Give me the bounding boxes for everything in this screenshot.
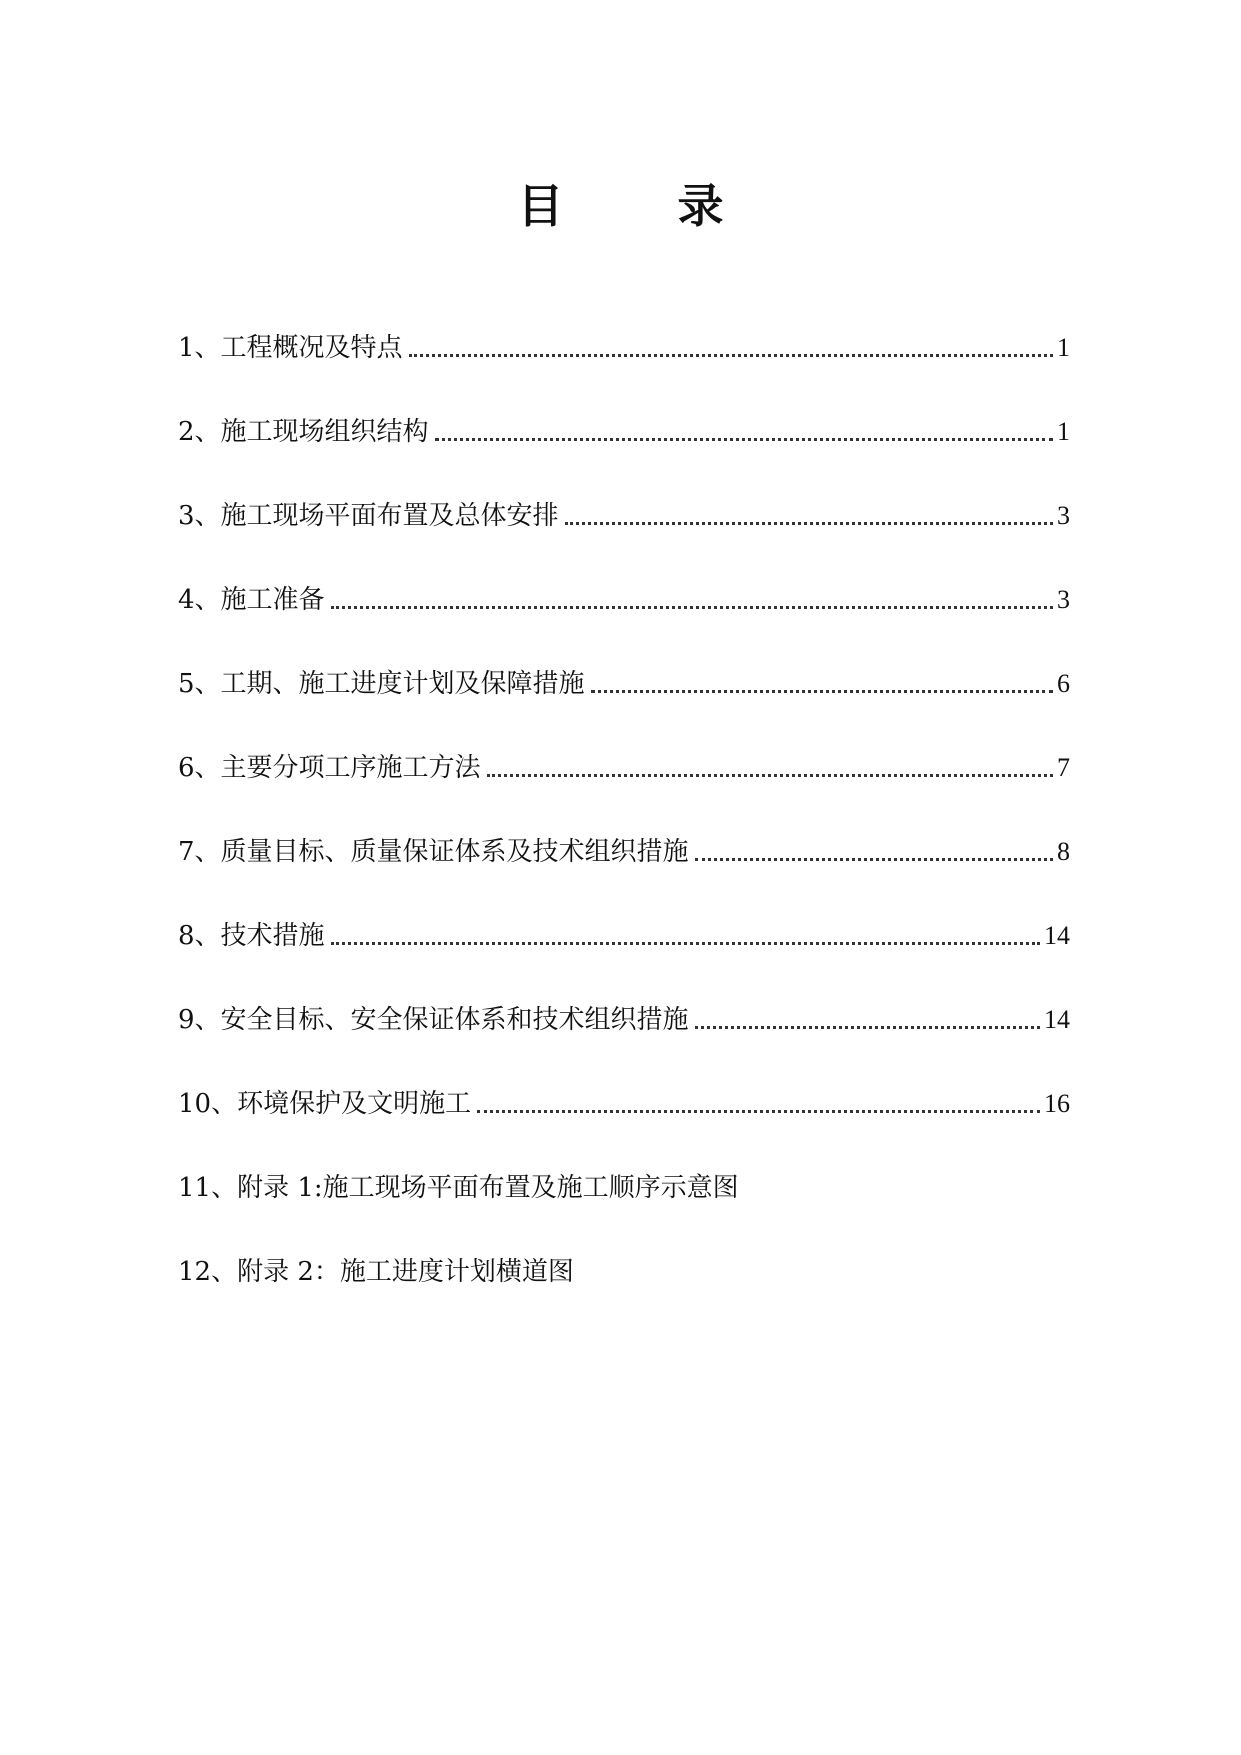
toc-entry-label: 4、施工准备 [178, 585, 325, 615]
toc-entry[interactable] [178, 1000, 1070, 1040]
toc-entry-label: 10、环境保护及文明施工 [178, 1089, 472, 1119]
toc-entry-label: 6、主要分项工序施工方法 [178, 753, 481, 783]
toc-entry[interactable] [178, 496, 1070, 536]
toc-entry[interactable] [178, 664, 1070, 704]
toc-entry[interactable] [178, 1168, 1070, 1208]
toc-entry[interactable] [178, 580, 1070, 620]
toc-dot-leader [591, 690, 1053, 693]
toc-dot-leader [331, 606, 1053, 609]
toc-entry-page: 7 [1057, 753, 1070, 782]
toc-entry-label: 11、附录 1:施工现场平面布置及施工顺序示意图 [178, 1173, 739, 1203]
toc-dot-leader [477, 1110, 1040, 1113]
toc-entry-label: 5、工期、施工进度计划及保障措施 [178, 669, 585, 699]
toc-entry-label: 3、施工现场平面布置及总体安排 [178, 501, 559, 531]
toc-entry[interactable] [178, 412, 1070, 452]
toc-entry[interactable] [178, 748, 1070, 788]
toc-dot-leader [409, 354, 1053, 357]
toc-entry-page: 16 [1044, 1089, 1070, 1118]
toc-entry-label: 2、施工现场组织结构 [178, 417, 429, 447]
toc-dot-leader [695, 1026, 1040, 1029]
toc-entry[interactable] [178, 328, 1070, 368]
toc-entry-page: 14 [1044, 921, 1070, 950]
page-title: 目 录 [517, 179, 758, 233]
toc-dot-leader [565, 522, 1053, 525]
toc-entry[interactable] [178, 1084, 1070, 1124]
toc-entry-page: 8 [1057, 837, 1070, 866]
toc-entry-label: 7、质量目标、质量保证体系及技术组织措施 [178, 837, 689, 867]
toc-dot-leader [487, 774, 1053, 777]
toc-dot-leader [435, 438, 1053, 441]
toc-entry[interactable] [178, 832, 1070, 872]
toc-entry-page: 3 [1057, 501, 1070, 530]
toc-entry-label: 12、附录 2：施工进度计划横道图 [178, 1257, 574, 1287]
toc-entry-page: 1 [1057, 333, 1070, 362]
toc-entry-label: 1、工程概况及特点 [178, 333, 403, 363]
toc-entry-label: 8、技术措施 [178, 921, 325, 951]
toc-entry[interactable] [178, 1252, 1070, 1292]
toc-entry-page: 3 [1057, 585, 1070, 614]
toc-entry-label: 9、安全目标、安全保证体系和技术组织措施 [178, 1005, 689, 1035]
toc-dot-leader [695, 858, 1053, 861]
toc-entry-page: 14 [1044, 1005, 1070, 1034]
toc-dot-leader [331, 942, 1040, 945]
toc-entry[interactable] [178, 916, 1070, 956]
toc-entry-page: 1 [1057, 417, 1070, 446]
toc-entry-page: 6 [1057, 669, 1070, 698]
